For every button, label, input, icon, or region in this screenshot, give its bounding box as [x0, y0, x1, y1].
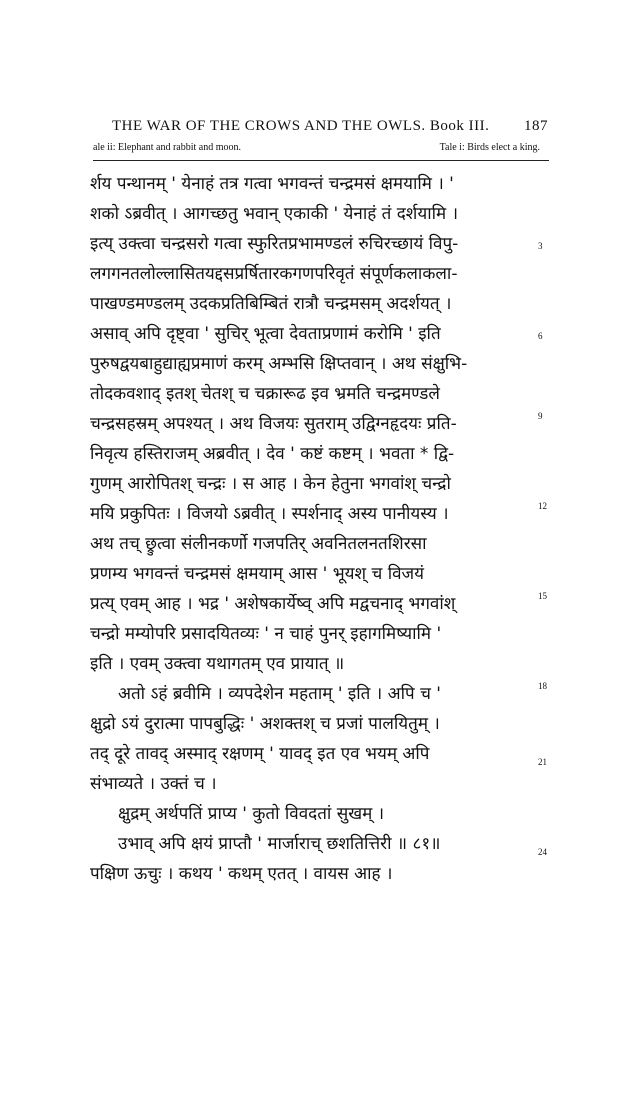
running-header [112, 118, 548, 135]
text-line-15: प्रत्य् एवम् आह । भद्र ' अशेषकार्येष्व् अपि मद्वचनाद् भगवांश् [90, 594, 456, 614]
header-rule [93, 160, 549, 161]
line-number-15: 15 [538, 591, 547, 601]
line-number-24: 24 [538, 847, 547, 857]
text-line-20: तद् दूरे तावद् अस्माद् रक्षणम् ' यावद् इत एव भयम् अपि [90, 744, 430, 764]
verse-line-2: उभाव् अपि क्षयं प्राप्तौ ' मार्जाराच् छशतित्तिरी ॥ ८१॥ [118, 834, 441, 854]
verse-line-1: क्षुद्रम् अर्थपतिं प्राप्य ' कुतो विवदतां सुखम् । [118, 804, 385, 824]
text-line-6: असाव् अपि दृष्ट्वा ' सुचिर् भूत्वा देवताप्रणामं करोमि ' इति [90, 324, 441, 344]
text-line-19: क्षुद्रो ऽयं दुरात्मा पापबुद्धिः ' अशक्तश् च प्रजां पालयितुम् । [90, 714, 440, 734]
line-number-12: 12 [538, 501, 547, 511]
text-line-17: इति । एवम् उक्त्वा यथागतम् एव प्रायात् ॥ [90, 654, 345, 674]
text-line-10: निवृत्य हस्तिराजम् अब्रवीत् । देव ' कष्टं कष्टम् । भवता * द्वि- [90, 444, 455, 464]
text-line-5: पाखण्डमण्डलम् उदकप्रतिबिम्बितं रात्रौ चन्द्रमसम् अदर्शयत् । [90, 294, 452, 314]
line-number-6: 6 [538, 331, 543, 341]
text-line-12: मयि प्रकुपितः । विजयो ऽब्रवीत् । स्पर्शनाद् अस्य पानीयस्य । [90, 504, 449, 524]
page-number: 187 [524, 118, 548, 134]
running-title: THE WAR OF THE CROWS AND THE OWLS. Book III. [112, 118, 490, 134]
text-line-24: पक्षिण ऊचुः । कथय ' कथम् एतत् । वायस आह । [90, 864, 393, 884]
text-line-14: प्रणम्य भगवन्तं चन्द्रमसं क्षमयाम् आस ' भूयश् च विजयं [90, 564, 425, 584]
text-line-3: इत्य् उक्त्वा चन्द्रसरो गत्वा स्फुरितप्रभामण्डलं रुचिरच्छायं विपु- [90, 234, 459, 254]
text-line-4: लगगनतलोल्लासितयद्दसप्रर्षितारकगणपरिवृतं संपूर्णकलाकला- [90, 264, 458, 284]
line-number-18: 18 [538, 681, 547, 691]
right-tale-caption: Tale i: Birds elect a king. [439, 142, 540, 153]
tale-subheader [93, 142, 548, 153]
text-line-18: अतो ऽहं ब्रवीमि । व्यपदेशेन महताम् ' इति । अपि च ' [118, 684, 441, 704]
line-number-3: 3 [538, 241, 543, 251]
text-line-16: चन्द्रो मम्योपरि प्रसादयितव्यः ' न चाहं पुनर् इहागमिष्यामि ' [90, 624, 442, 644]
text-line-1: र्शय पन्थानम् ' येनाहं तत्र गत्वा भगवन्तं चन्द्रमसं क्षमयामि । ' [90, 174, 454, 194]
line-number-21: 21 [538, 757, 547, 767]
left-tale-caption: ale ii: Elephant and rabbit and moon. [93, 142, 242, 153]
text-line-9: चन्द्रसहस्रम् अपश्यत् । अथ विजयः सुतराम् उद्विग्नहृदयः प्रति- [90, 414, 457, 434]
text-line-21: संभाव्यते । उक्तं च । [90, 774, 217, 794]
text-line-11: गुणम् आरोपितश् चन्द्रः । स आह । केन हेतुना भगवांश् चन्द्रो [90, 474, 451, 494]
text-line-2: शको ऽब्रवीत् । आगच्छतु भवान् एकाकी ' येनाहं तं दर्शयामि । [90, 204, 459, 224]
text-line-8: तोदकवशाद् इतश् चेतश् च चक्रारूढ इव भ्रमति चन्द्रमण्डले [90, 384, 440, 404]
line-number-9: 9 [538, 411, 543, 421]
text-line-7: पुरुषद्वयबाहुद्याह्यप्रमाणं करम् अम्भसि क्षिप्तवान् । अथ संक्षुभि- [90, 354, 468, 374]
text-line-13: अथ तच् छ्रुत्वा संलीनकर्णो गजपतिर् अवनितलनतशिरसा [90, 534, 427, 554]
